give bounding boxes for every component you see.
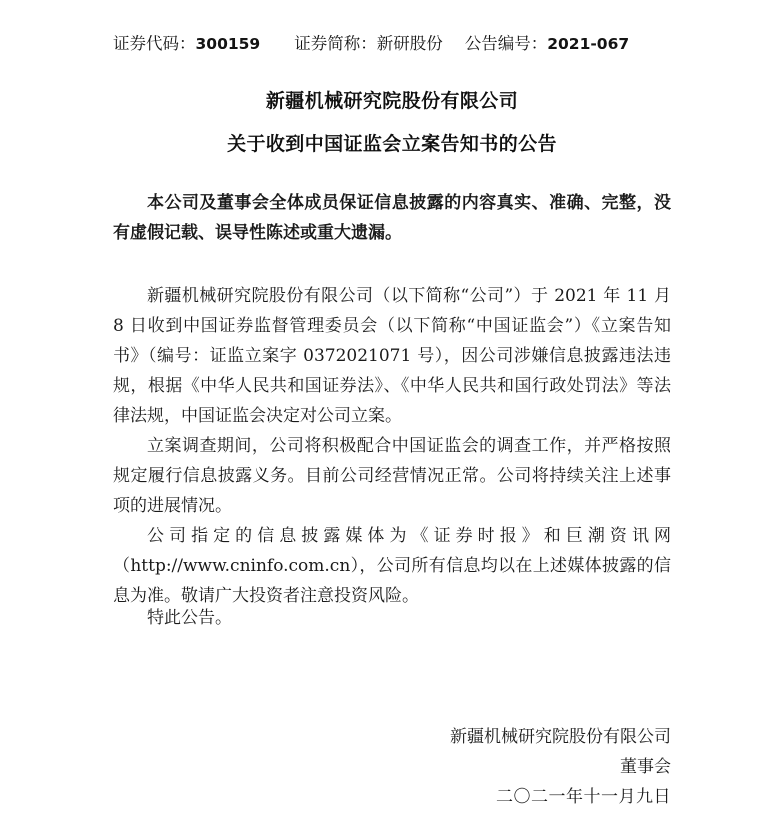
- page-title-company: 新疆机械研究院股份有限公司: [265, 90, 519, 112]
- signature-board: 董事会: [620, 757, 671, 777]
- designated-media-line: 公司指定的信息披露媒体为《证券时报》和巨潮资讯网: [147, 526, 671, 546]
- announcement-number-value: 2021-067: [547, 35, 630, 53]
- security-code-value: 300159: [195, 35, 261, 53]
- security-abbreviation: [294, 34, 443, 53]
- security-code-label: 证券代码：: [113, 34, 196, 53]
- document-header: [113, 31, 671, 57]
- paragraph-investigation: [113, 431, 671, 611]
- announcement-number-label: 公告编号：: [464, 34, 548, 53]
- disclaimer-block: [113, 188, 671, 248]
- signature-date: 二〇二一年十一月九日: [496, 787, 671, 807]
- body-block: [113, 281, 671, 611]
- security-abbreviation-label: 证券简称：: [294, 34, 377, 53]
- paragraph-case-filing: 新疆机械研究院股份有限公司（以下简称“公司”）于 2021 年 11 月 8 日收到中国证券监督管理委员会（以下简称“中国证监会”）《立案告知书》（编号：证监立案字 0372021071 号），因公司涉嫌信息披露违法违规，根据《中华人民共和国证券法》、《中华人民共和国行政处罚法》等法律法规，中国证监会决定对公司立案。: [113, 286, 671, 426]
- closing-notice: 特此公告。: [147, 608, 232, 628]
- paragraph-investigation-part2: （http://www.cninfo.com.cn），公司所有信息均以在上述媒体披露的信息为准。敬请广大投资者注意投资风险。: [113, 556, 671, 606]
- signature-company: 新疆机械研究院股份有限公司: [450, 727, 671, 747]
- paragraph-investigation-part1: 立案调查期间，公司将积极配合中国证监会的调查工作，并严格按照规定履行信息披露义务。目前公司经营情况正常。公司将持续关注上述事项的进展情况。: [113, 436, 671, 516]
- page-title-subject: 关于收到中国证监会立案告知书的公告: [227, 133, 557, 155]
- announcement-number: [465, 34, 629, 53]
- security-code: [113, 34, 260, 53]
- disclaimer-text: 本公司及董事会全体成员保证信息披露的内容真实、准确、完整，没有虚假记载、误导性陈述或重大遗漏。: [113, 193, 671, 243]
- security-abbreviation-value: 新研股份: [376, 34, 443, 53]
- signature-block: [271, 722, 671, 812]
